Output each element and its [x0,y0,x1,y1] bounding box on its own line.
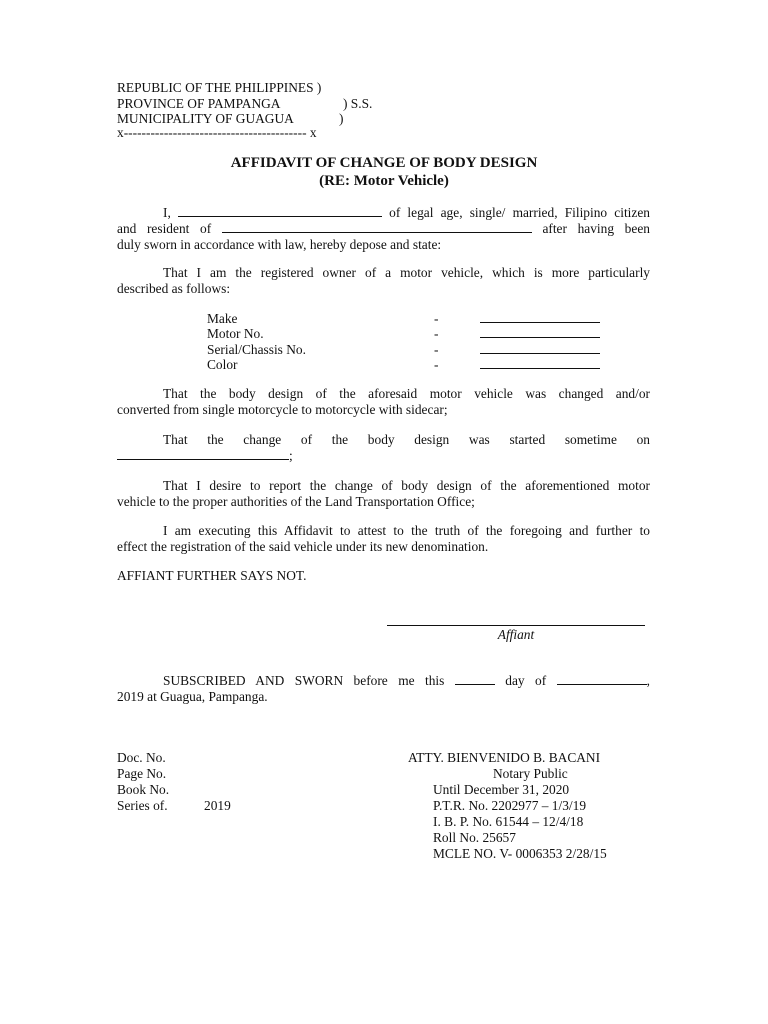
notary-roll: Roll No. 25657 [433,830,516,845]
series-label: Series of. [117,798,168,813]
notary-title: Notary Public [493,766,568,781]
notary-name: ATTY. BIENVENIDO B. BACANI [408,750,601,765]
affiant-label: Affiant [497,627,535,642]
venue-paren: ) [339,111,344,126]
para6-line2: effect the registration of the said vehicle under its new denomination. [117,539,489,554]
vehicle-motor-label: Motor No. [207,326,264,341]
jurat-line1: SUBSCRIBED AND SWORN before me this day of , [163,673,650,688]
vehicle-color-blank[interactable] [480,357,600,369]
series-year: 2019 [204,798,231,813]
jurat-day-blank[interactable] [455,673,495,685]
notary-mcle: MCLE NO. V- 0006353 2/28/15 [433,846,607,861]
document-title: AFFIDAVIT OF CHANGE OF BODY DESIGN [230,155,538,171]
para5-line1: That I desire to report the change of body design of the aforementioned motor [163,478,650,493]
affiant-further-says-not: AFFIANT FURTHER SAYS NOT. [117,568,307,583]
para2-line1: That I am the registered owner of a motor vehicle, which is more particularly [163,265,650,280]
vehicle-motor-blank[interactable] [480,326,600,338]
venue-municipality: MUNICIPALITY OF GUAGUA [117,111,294,126]
venue-separator: x----------------------------------------- x [117,125,317,140]
book-no-label: Book No. [117,782,170,797]
notary-commission-until: Until December 31, 2020 [433,782,570,797]
vehicle-color-dash: - [434,357,439,372]
vehicle-chassis-blank[interactable] [480,342,600,354]
vehicle-color-label: Color [207,357,238,372]
para1-line3: duly sworn in accordance with law, hereby depose and state: [117,237,442,252]
vehicle-motor-dash: - [434,326,439,341]
para2-line2: described as follows: [117,281,231,296]
jurat-line2: 2019 at Guagua, Pampanga. [117,689,268,704]
para3-line2: converted from single motorcycle to motorcycle with sidecar; [117,402,448,417]
para5-line2: vehicle to the proper authorities of the Land Transportation Office; [117,494,475,509]
residence-blank[interactable] [222,221,532,233]
para1-line2: and resident of after having been [117,221,650,236]
para4-line1: That the change of the body design was started sometime on [163,432,650,447]
date-started-blank[interactable] [117,448,289,460]
venue-ss: ) S.S. [343,96,373,111]
para3-line1: That the body design of the aforesaid motor vehicle was changed and/or [163,386,650,401]
para6-line1: I am executing this Affidavit to attest to the truth of the foregoing and further to [163,523,650,538]
document-subtitle: (RE: Motor Vehicle) [319,173,449,189]
vehicle-make-blank[interactable] [480,311,600,323]
para4-line2: ; [117,448,293,464]
jurat-month-blank[interactable] [557,673,647,685]
affiant-name-blank[interactable] [178,205,382,217]
venue-republic: REPUBLIC OF THE PHILIPPINES ) [117,80,322,95]
vehicle-make-label: Make [207,311,238,326]
page-no-label: Page No. [117,766,167,781]
venue-province: PROVINCE OF PAMPANGA [117,96,281,111]
vehicle-make-dash: - [434,311,439,326]
notary-ibp: I. B. P. No. 61544 – 12/4/18 [433,814,584,829]
doc-no-label: Doc. No. [117,750,166,765]
vehicle-chassis-label: Serial/Chassis No. [207,342,306,357]
notary-ptr: P.T.R. No. 2202977 – 1/3/19 [433,798,587,813]
para1-line1: I, of legal age, single/ married, Filipino citizen [163,205,650,220]
affiant-signature-line[interactable] [387,625,645,626]
vehicle-chassis-dash: - [434,342,439,357]
